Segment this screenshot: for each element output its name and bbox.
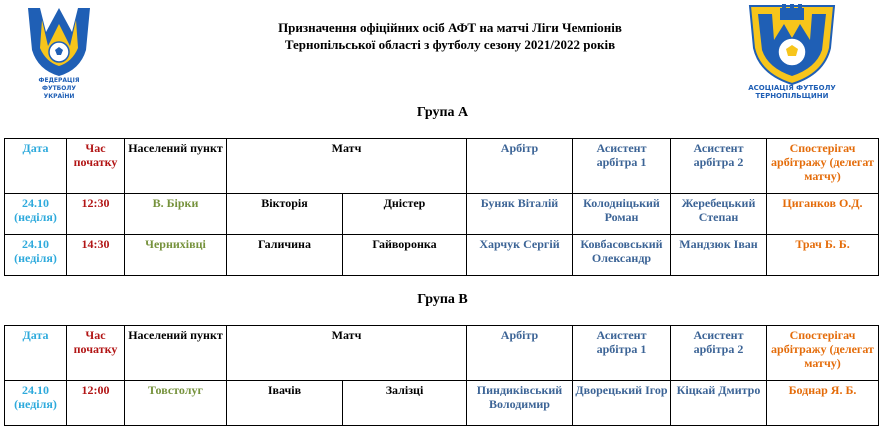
cell-home-team: Вікторія [227, 194, 343, 235]
ffu-logo-line-1: ФЕДЕРАЦІЯ [38, 77, 80, 84]
col-referee: Арбітр [467, 326, 573, 381]
cell-time: 14:30 [67, 235, 125, 276]
aft-logo [744, 0, 840, 100]
document-title [170, 19, 730, 53]
col-assistant2: Асистент арбітра 2 [671, 326, 767, 381]
col-referee: Арбітр [467, 139, 573, 194]
group-b-table [4, 325, 879, 426]
col-time: Час початку [67, 326, 125, 381]
col-assistant1: Асистент арбітра 1 [573, 326, 671, 381]
cell-referee: Харчук Сергій [467, 235, 573, 276]
ffu-logo-line-3: УКРАЇНИ [43, 93, 75, 100]
col-place: Населений пункт [125, 326, 227, 381]
table-row [5, 194, 879, 235]
ffu-logo-line-2: ФУТБОЛУ [42, 85, 76, 92]
table-header-row [5, 139, 879, 194]
col-assistant2: Асистент арбітра 2 [671, 139, 767, 194]
cell-place: Чернихівці [125, 235, 227, 276]
col-observer: Спостерігач арбітражу (делегат матчу) [767, 139, 879, 194]
cell-place: В. Бірки [125, 194, 227, 235]
group-a-title: Група А [416, 105, 469, 120]
col-assistant1: Асистент арбітра 1 [573, 139, 671, 194]
table-header-row [5, 326, 879, 381]
cell-assistant2: Жеребецький Степан [671, 194, 767, 235]
cell-referee: Пиндиківський Володимир [467, 381, 573, 426]
cell-observer: Боднар Я. Б. [767, 381, 879, 426]
col-match: Матч [227, 139, 467, 194]
cell-assistant1: Ковбасовський Олександр [573, 235, 671, 276]
title-line-2: Тернопільської області з футболу сезону 2021/2022 років [284, 37, 616, 52]
table-row [5, 235, 879, 276]
col-date: Дата [5, 139, 67, 194]
col-date: Дата [5, 326, 67, 381]
cell-observer: Циганков О.Д. [767, 194, 879, 235]
table-row [5, 381, 879, 426]
aft-logo-line-2: ТЕРНОПІЛЬЩИНИ [755, 92, 829, 100]
col-observer: Спостерігач арбітражу (делегат матчу) [767, 326, 879, 381]
cell-date: 24.10 (неділя) [5, 194, 67, 235]
cell-assistant2: Мандзюк Іван [671, 235, 767, 276]
group-b-title: Група В [417, 292, 468, 307]
group-a-table [4, 138, 879, 276]
title-line-1: Призначення офіційних осіб АФТ на матчі Ліги Чемпіонів [278, 20, 622, 35]
cell-away-team: Гайворонка [343, 235, 467, 276]
col-time: Час початку [67, 139, 125, 194]
cell-away-team: Дністер [343, 194, 467, 235]
cell-assistant2: Кіцкай Дмитро [671, 381, 767, 426]
ffu-logo [20, 2, 98, 102]
cell-observer: Трач Б. Б. [767, 235, 879, 276]
cell-home-team: Галичина [227, 235, 343, 276]
cell-referee: Буняк Віталій [467, 194, 573, 235]
cell-date: 24.10 (неділя) [5, 235, 67, 276]
aft-logo-line-1: АСОЦІАЦІЯ ФУТБОЛУ [748, 84, 836, 92]
cell-time: 12:30 [67, 194, 125, 235]
cell-assistant1: Колодніцький Роман [573, 194, 671, 235]
cell-date: 24.10 (неділя) [5, 381, 67, 426]
cell-place: Товстолуг [125, 381, 227, 426]
cell-time: 12:00 [67, 381, 125, 426]
cell-assistant1: Дворецький Ігор [573, 381, 671, 426]
cell-away-team: Залізці [343, 381, 467, 426]
cell-home-team: Івачів [227, 381, 343, 426]
col-match: Матч [227, 326, 467, 381]
col-place: Населений пункт [125, 139, 227, 194]
